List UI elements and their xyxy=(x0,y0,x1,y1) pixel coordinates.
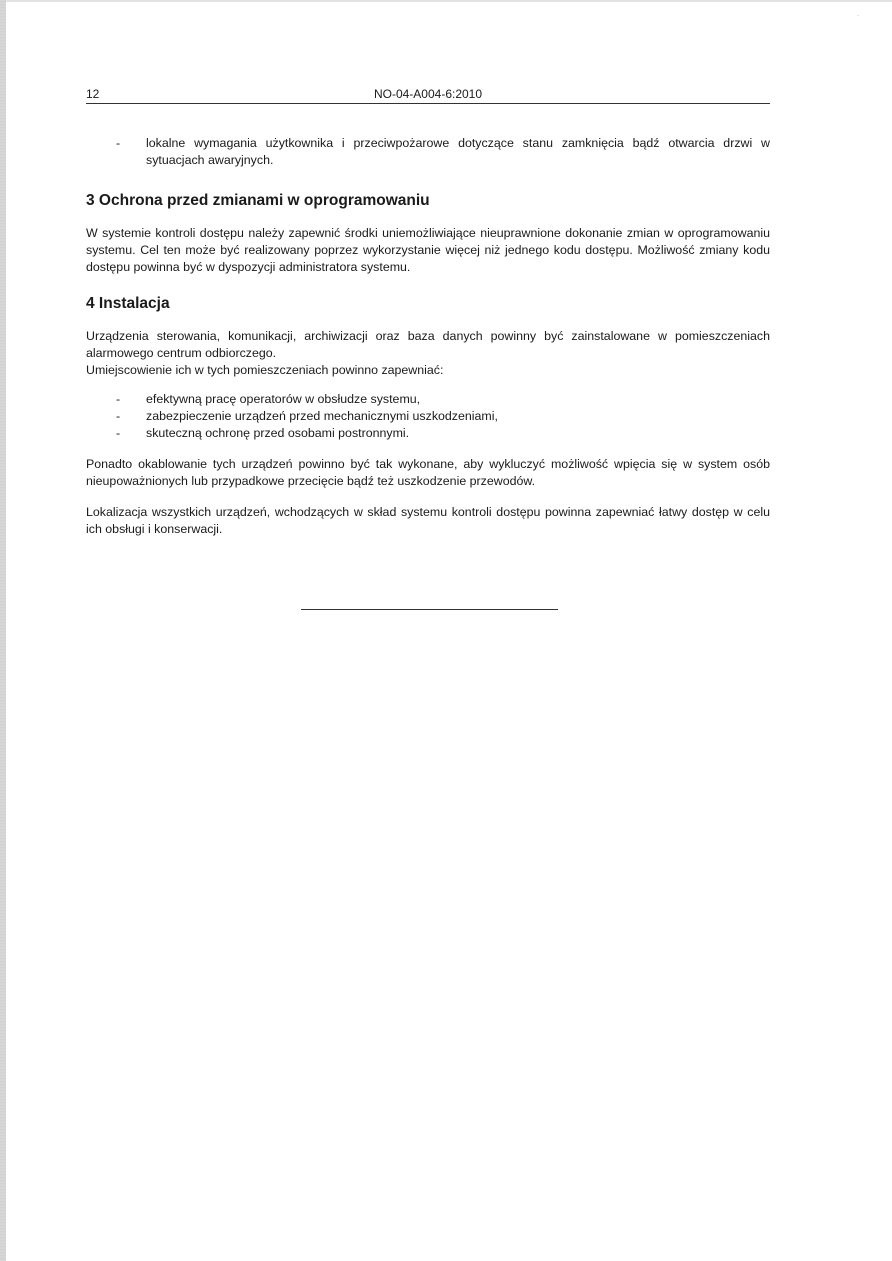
section-4-paragraph-3: Lokalizacja wszystkich urządzeń, wchodzących w skład systemu kontroli dostępu powinna zapewniać łatwy dostęp w celu ich obsługi i konserwacji. xyxy=(86,505,770,536)
list-dash: - xyxy=(116,392,121,406)
list-dash: - xyxy=(116,136,121,150)
section-3-paragraph: W systemie kontroli dostępu należy zapewnić środki uniemożliwiające nieuprawnione dokonanie zmian w oprogramowaniu systemu. Cel ten może być realizowany poprzez wykorzystanie więcej niż jednego kodu dostępu. Możliwość zmiany kodu dostępu powinna być w dyspozycji administratora systemu. xyxy=(86,226,770,274)
list-item xyxy=(86,135,770,169)
list-item-text: lokalne wymagania użytkownika i przeciwpożarowe dotyczące stanu zamknięcia bądź otwarcia drzwi w sytuacjach awaryjnych. xyxy=(146,136,770,167)
list-item-text: skuteczną ochronę przed osobami postronnymi. xyxy=(146,426,410,440)
page-header xyxy=(86,87,770,104)
section-3-heading: 3 Ochrona przed zmianami w oprogramowaniu xyxy=(86,192,430,209)
list-item-text: efektywną pracę operatorów w obsłudze systemu, xyxy=(146,392,421,406)
scan-top-edge xyxy=(0,0,892,2)
corner-mark: ˙ xyxy=(857,14,860,23)
list-item-text: zabezpieczenie urządzeń przed mechanicznymi uszkodzeniami, xyxy=(146,409,498,423)
list-dash: - xyxy=(116,409,121,423)
section-4-paragraph-1-continued: Umiejscowienie ich w tych pomieszczeniach powinno zapewniać: xyxy=(86,363,444,377)
section-4-heading: 4 Instalacja xyxy=(86,295,170,312)
document-code: NO-04-A004-6:2010 xyxy=(373,87,483,101)
intro-list xyxy=(86,135,770,169)
list-dash: - xyxy=(116,426,121,440)
section-4-list xyxy=(86,391,770,442)
section-4-paragraph-1: Urządzenia sterowania, komunikacji, archiwizacji oraz baza danych powinny być zainstalowane w pomieszczeniach alarmowego centrum odbiorczego. xyxy=(86,329,770,360)
list-item xyxy=(86,425,770,442)
list-item xyxy=(86,391,770,408)
page-content xyxy=(86,135,770,538)
list-item xyxy=(86,408,770,425)
section-4-paragraph-2: Ponadto okablowanie tych urządzeń powinno być tak wykonane, aby wykluczyć możliwość wpięcia się w system osób nieupoważnionych lub przypadkowe przecięcie bądź też uszkodzenie przewodów. xyxy=(86,457,770,488)
scan-left-edge xyxy=(0,0,6,1261)
end-of-text-rule xyxy=(301,609,558,610)
page-number: 12 xyxy=(86,87,100,101)
